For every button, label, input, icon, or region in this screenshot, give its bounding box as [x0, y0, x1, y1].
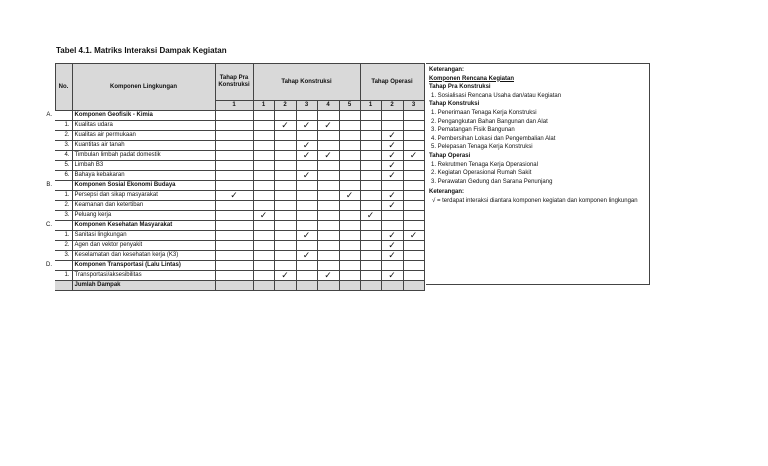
matrix-cell: [360, 181, 381, 191]
matrix-cell: [274, 261, 296, 271]
table-row: [40, 231, 424, 241]
group-letter: [40, 131, 55, 141]
legend-item: 4. Pembersihan Lokasi dan Pengembalian Alat: [431, 135, 556, 142]
total-row: [40, 281, 424, 291]
impact-matrix-table: [40, 63, 425, 291]
group-letter: [40, 231, 55, 241]
matrix-cell: [360, 231, 381, 241]
table-row: [40, 201, 424, 211]
total-cell: [403, 281, 424, 291]
table-title: Tabel 4.1. Matriks Interaksi Dampak Kegiatan: [56, 46, 227, 55]
matrix-cell: [253, 121, 274, 131]
matrix-cell: [274, 151, 296, 161]
component-label: Komponen Transportasi (Lalu Lintas): [72, 261, 215, 271]
matrix-cell: [339, 141, 360, 151]
matrix-cell: [215, 211, 253, 221]
row-number: 4.: [55, 151, 72, 161]
matrix-cell: [317, 141, 339, 151]
matrix-cell: [274, 141, 296, 151]
matrix-cell: [215, 241, 253, 251]
matrix-cell: [215, 251, 253, 261]
matrix-cell: [253, 201, 274, 211]
table-row: [40, 241, 424, 251]
matrix-cell: [360, 131, 381, 141]
total-cell: [317, 281, 339, 291]
stage-column-4: 3: [296, 101, 317, 111]
legend-operasi-list: [429, 161, 646, 187]
legend-item: 1. Rekrutmen Tenaga Kerja Operasional: [431, 161, 538, 168]
matrix-cell: [381, 121, 403, 131]
matrix-cell: [403, 241, 424, 251]
group-letter: [40, 121, 55, 131]
stage-column-9: 3: [403, 101, 424, 111]
group-letter: B.: [46, 182, 52, 188]
matrix-cell: [360, 111, 381, 121]
matrix-cell: [317, 261, 339, 271]
matrix-cell: [360, 121, 381, 131]
matrix-cell: [403, 161, 424, 171]
legend-subheading: Komponen Rencana Kegiatan: [429, 75, 515, 82]
matrix-cell: [339, 241, 360, 251]
matrix-cell: [253, 131, 274, 141]
total-cell: [339, 281, 360, 291]
matrix-cell: [215, 221, 253, 231]
row-number: 5.: [55, 161, 72, 171]
matrix-cell: [215, 201, 253, 211]
table-row: [40, 191, 424, 201]
check-mark: ✓: [381, 271, 403, 281]
stage-column-2: 1: [253, 101, 274, 111]
matrix-cell: [339, 201, 360, 211]
check-mark: ✓: [381, 201, 403, 211]
component-label: Kuantitas air tanah: [72, 141, 215, 151]
matrix-cell: [403, 131, 424, 141]
matrix-cell: [360, 271, 381, 281]
table-row: [40, 251, 424, 261]
matrix-cell: [215, 261, 253, 271]
matrix-cell: [339, 131, 360, 141]
matrix-cell: [253, 251, 274, 261]
check-mark: ✓: [403, 231, 424, 241]
matrix-cell: [253, 141, 274, 151]
matrix-cell: [253, 271, 274, 281]
legend-item: 5. Pelepasan Tenaga Kerja Konstruksi: [431, 144, 533, 151]
matrix-cell: [296, 111, 317, 121]
matrix-cell: [274, 221, 296, 231]
matrix-cell: [339, 271, 360, 281]
legend-note-heading: Keterangan:: [429, 189, 465, 196]
matrix-cell: [381, 261, 403, 271]
matrix-cell: [253, 191, 274, 201]
matrix-cell: [403, 191, 424, 201]
component-label: Kualitas air permukaan: [72, 131, 215, 141]
group-letter: [40, 201, 55, 211]
total-cell: [253, 281, 274, 291]
stage-column-5: 4: [317, 101, 339, 111]
konstruksi-header: Tahap Konstruksi: [253, 64, 360, 101]
matrix-cell: [274, 171, 296, 181]
check-mark: ✓: [403, 151, 424, 161]
no-header: No.: [55, 64, 72, 111]
matrix-cell: [215, 131, 253, 141]
check-mark: ✓: [381, 251, 403, 261]
matrix-cell: [215, 141, 253, 151]
check-mark: ✓: [296, 171, 317, 181]
check-mark: ✓: [317, 271, 339, 281]
stage-column-8: 2: [381, 101, 403, 111]
check-mark: ✓: [360, 211, 381, 221]
row-number: 3.: [55, 251, 72, 261]
row-number: 1.: [55, 271, 72, 281]
matrix-cell: [360, 171, 381, 181]
group-letter: [40, 251, 55, 261]
row-number: [55, 261, 72, 271]
check-mark: ✓: [381, 231, 403, 241]
component-label: Keamanan dan ketertiban: [72, 201, 215, 211]
total-cell: [360, 281, 381, 291]
group-letter: [40, 241, 55, 251]
check-mark: ✓: [274, 271, 296, 281]
matrix-cell: [360, 221, 381, 231]
component-label: Bahaya kebakaran: [72, 171, 215, 181]
table-row: [40, 171, 424, 181]
check-mark: ✓: [381, 191, 403, 201]
legend-item: 1. Sosialisasi Rencana Usaha dan/atau Kegiatan: [431, 92, 562, 99]
matrix-cell: [253, 231, 274, 241]
legend-note-text: √ = terdapat interaksi diantara komponen kegiatan dan komponen lingkungan: [432, 197, 638, 204]
group-letter: [40, 171, 55, 181]
matrix-cell: [403, 271, 424, 281]
check-mark: ✓: [381, 131, 403, 141]
matrix-cell: [339, 221, 360, 231]
matrix-cell: [274, 111, 296, 121]
total-cell: [215, 281, 253, 291]
matrix-cell: [215, 161, 253, 171]
group-letter: [40, 141, 55, 151]
matrix-cell: [274, 131, 296, 141]
matrix-cell: [274, 181, 296, 191]
matrix-cell: [296, 201, 317, 211]
legend-konstruksi-title: Tahap Konstruksi: [429, 101, 480, 108]
table-row: [40, 131, 424, 141]
row-number: [55, 111, 72, 121]
matrix-cell: [360, 191, 381, 201]
matrix-cell: [360, 141, 381, 151]
component-label: Transportasi/aksesibilitas: [72, 271, 215, 281]
component-label: Sanitasi lingkungan: [72, 231, 215, 241]
check-mark: ✓: [296, 121, 317, 131]
component-label: Peluang kerja: [72, 211, 215, 221]
check-mark: ✓: [381, 171, 403, 181]
check-mark: ✓: [215, 191, 253, 201]
matrix-cell: [317, 131, 339, 141]
legend-item: 1. Penerimaan Tenaga Kerja Konstruksi: [431, 109, 537, 116]
matrix-cell: [253, 221, 274, 231]
total-label: Jumlah Dampak: [72, 281, 215, 291]
matrix-cell: [339, 151, 360, 161]
table-row: [40, 141, 424, 151]
group-letter: A.: [46, 112, 52, 118]
legend-heading: Keterangan:: [429, 67, 465, 73]
operasi-header: Tahap Operasi: [360, 64, 424, 101]
matrix-cell: [296, 191, 317, 201]
legend-item: 3. Perawatan Gedung dan Sarana Penunjang: [431, 178, 553, 185]
matrix-cell: [339, 161, 360, 171]
matrix-cell: [381, 221, 403, 231]
row-number: 1.: [55, 191, 72, 201]
matrix-cell: [317, 161, 339, 171]
matrix-cell: [339, 121, 360, 131]
component-label: Keselamatan dan kesehatan kerja (K3): [72, 251, 215, 261]
matrix-cell: [339, 111, 360, 121]
matrix-cell: [296, 181, 317, 191]
row-number: 2.: [55, 201, 72, 211]
matrix-cell: [403, 111, 424, 121]
check-mark: ✓: [274, 121, 296, 131]
matrix-cell: [317, 211, 339, 221]
matrix-cell: [253, 171, 274, 181]
check-mark: ✓: [381, 161, 403, 171]
row-number: 3.: [55, 141, 72, 151]
component-label: Kualitas udara: [72, 121, 215, 131]
total-cell: [381, 281, 403, 291]
header-row: [40, 64, 424, 101]
matrix-cell: [253, 261, 274, 271]
component-label: Limbah B3: [72, 161, 215, 171]
check-mark: ✓: [296, 151, 317, 161]
matrix-cell: [317, 181, 339, 191]
stage-column-1: 1: [215, 101, 253, 111]
matrix-cell: [215, 171, 253, 181]
matrix-cell: [403, 171, 424, 181]
check-mark: ✓: [381, 241, 403, 251]
matrix-cell: [403, 251, 424, 261]
matrix-cell: [215, 151, 253, 161]
total-number-cell: [55, 281, 72, 291]
matrix-cell: [360, 261, 381, 271]
matrix-cell: [339, 211, 360, 221]
matrix-cell: [296, 211, 317, 221]
row-number: 3.: [55, 211, 72, 221]
matrix-cell: [296, 161, 317, 171]
legend-item: 2. Pengangkutan Bahan Bangunan dan Alat: [431, 118, 548, 125]
legend-operasi-title: Tahap Operasi: [429, 152, 471, 159]
matrix-cell: [215, 231, 253, 241]
matrix-cell: [317, 221, 339, 231]
matrix-cell: [274, 251, 296, 261]
matrix-cell: [381, 181, 403, 191]
matrix-cell: [296, 131, 317, 141]
matrix-cell: [360, 251, 381, 261]
matrix-cell: [317, 191, 339, 201]
row-number: 2.: [55, 131, 72, 141]
matrix-cell: [360, 201, 381, 211]
row-number: 6.: [55, 171, 72, 181]
matrix-cell: [339, 261, 360, 271]
component-label: Komponen Geofisik - Kimia: [72, 111, 215, 121]
stage-column-3: 2: [274, 101, 296, 111]
row-number: [55, 221, 72, 231]
table-row: [40, 151, 424, 161]
total-cell: [296, 281, 317, 291]
matrix-cell: [403, 211, 424, 221]
matrix-cell: [339, 171, 360, 181]
table-row: [40, 211, 424, 221]
legend-pra-title: Tahap Pra Konstruksi: [429, 84, 491, 91]
group-letter: [40, 161, 55, 171]
matrix-cell: [403, 181, 424, 191]
matrix-cell: [381, 211, 403, 221]
check-mark: ✓: [317, 151, 339, 161]
matrix-cell: [296, 241, 317, 251]
table-row: [40, 121, 424, 131]
legend-item: 2. Kegiatan Operasional Rumah Sakit: [431, 170, 532, 177]
matrix-cell: [253, 161, 274, 171]
check-mark: ✓: [381, 141, 403, 151]
matrix-cell: [215, 111, 253, 121]
matrix-cell: [296, 271, 317, 281]
matrix-cell: [317, 171, 339, 181]
row-number: [55, 181, 72, 191]
check-mark: ✓: [317, 121, 339, 131]
matrix-cell: [381, 111, 403, 121]
matrix-cell: [274, 211, 296, 221]
matrix-cell: [339, 231, 360, 241]
legend-pra-list: [429, 92, 646, 101]
total-spacer: [40, 281, 55, 291]
component-label: Persepsi dan sikap masyarakat: [72, 191, 215, 201]
group-letter: C.: [46, 222, 52, 228]
matrix-cell: [317, 111, 339, 121]
check-mark: ✓: [296, 231, 317, 241]
matrix-cell: [296, 221, 317, 231]
matrix-cell: [339, 251, 360, 261]
matrix-cell: [253, 241, 274, 251]
component-label: Komponen Sosial Ekonomi Budaya: [72, 181, 215, 191]
total-cell: [274, 281, 296, 291]
check-mark: ✓: [339, 191, 360, 201]
legend-konstruksi-list: [429, 109, 646, 152]
matrix-cell: [215, 181, 253, 191]
matrix-cell: [274, 161, 296, 171]
group-letter: D.: [46, 262, 52, 268]
matrix-cell: [317, 251, 339, 261]
matrix-cell: [403, 261, 424, 271]
matrix-cell: [360, 151, 381, 161]
legend-item: 3. Pematangan Fisik Bangunan: [431, 127, 515, 134]
matrix-cell: [274, 201, 296, 211]
matrix-cell: [403, 221, 424, 231]
matrix-cell: [403, 141, 424, 151]
group-letter: [40, 151, 55, 161]
stage-column-7: 1: [360, 101, 381, 111]
matrix-cell: [403, 201, 424, 211]
matrix-cell: [360, 241, 381, 251]
check-mark: ✓: [253, 211, 274, 221]
check-mark: ✓: [296, 141, 317, 151]
matrix-cell: [296, 261, 317, 271]
group-letter: [40, 191, 55, 201]
matrix-cell: [339, 181, 360, 191]
legend-panel: [426, 63, 650, 285]
row-number: 1.: [55, 231, 72, 241]
table-row: [40, 161, 424, 171]
matrix-cell: [215, 121, 253, 131]
matrix-cell: [317, 231, 339, 241]
group-row: [40, 261, 424, 271]
check-mark: ✓: [381, 151, 403, 161]
group-letter: [40, 211, 55, 221]
stage-column-6: 5: [339, 101, 360, 111]
component-label: Timbulan limbah padat domestik: [72, 151, 215, 161]
matrix-cell: [274, 191, 296, 201]
table-row: [40, 271, 424, 281]
matrix-cell: [253, 111, 274, 121]
matrix-cell: [274, 231, 296, 241]
row-number: 1.: [55, 121, 72, 131]
matrix-cell: [360, 161, 381, 171]
matrix-cell: [317, 241, 339, 251]
matrix-cell: [317, 201, 339, 211]
component-label: Agen dan vektor penyakit: [72, 241, 215, 251]
component-label: Komponen Kesehatan Masyarakat: [72, 221, 215, 231]
check-mark: ✓: [296, 251, 317, 261]
pra-konstruksi-header: Tahap Pra Konstruksi: [215, 64, 253, 101]
group-row: [40, 181, 424, 191]
group-row: [40, 221, 424, 231]
matrix-cell: [403, 121, 424, 131]
matrix-cell: [253, 151, 274, 161]
matrix-cell: [215, 271, 253, 281]
group-letter: [40, 271, 55, 281]
matrix-cell: [274, 241, 296, 251]
row-number: 2.: [55, 241, 72, 251]
component-header: Komponen Lingkungan: [72, 64, 215, 111]
group-row: [40, 111, 424, 121]
matrix-cell: [253, 181, 274, 191]
